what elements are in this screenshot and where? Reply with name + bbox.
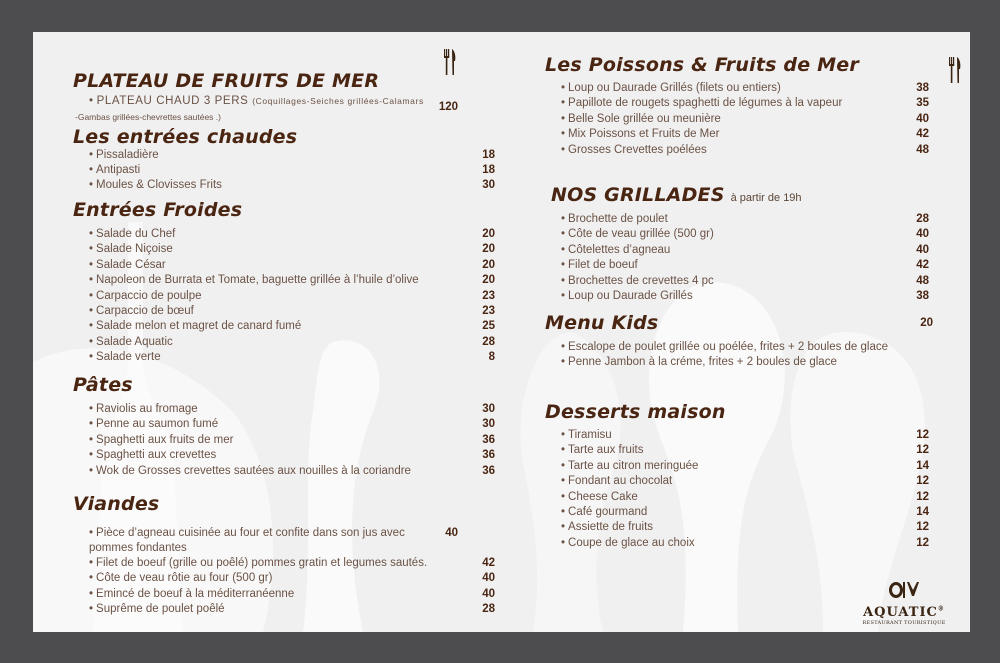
bullet: • <box>561 429 566 441</box>
bullet: • <box>561 228 566 241</box>
menu-item-price: 40 <box>445 527 458 539</box>
menu-item-price: 12 <box>916 521 929 534</box>
menu-item <box>561 127 720 141</box>
menu-item-price: 120 <box>438 101 458 113</box>
menu-item <box>561 258 638 272</box>
menu-item-price: 23 <box>482 289 495 302</box>
bullet: • <box>561 341 566 353</box>
menu-item-name: Salade melon et magret de canard fumé <box>96 320 302 333</box>
menu-item-price: 14 <box>916 459 929 472</box>
menu-item <box>89 178 222 192</box>
menu-item <box>561 355 837 369</box>
menu-item <box>89 556 427 570</box>
menu-item <box>89 464 411 478</box>
menu-item-name: Suprême de poulet poêlé <box>96 603 225 616</box>
menu-item-name: Brochettes de crevettes 4 pc <box>568 274 714 287</box>
menu-item-name: Tarte au citron meringuée <box>568 459 699 472</box>
menu-item <box>561 212 668 226</box>
menu-item-name: Brochette de poulet <box>568 213 668 225</box>
bullet: • <box>89 274 94 287</box>
menu-item-price: 8 <box>488 351 495 364</box>
menu-item-name: Penne au saumon fumé <box>96 418 219 431</box>
menu-item-name: Filet de boeuf <box>568 259 638 272</box>
menu-item-price: 25 <box>482 320 495 333</box>
menu-item <box>89 148 159 162</box>
menu-item <box>89 258 166 272</box>
menu-item-price: 38 <box>916 290 929 302</box>
bullet: • <box>561 243 566 256</box>
bullet: • <box>561 521 566 534</box>
menu-item <box>89 304 194 318</box>
menu-item: • PLATEAU CHAUD 3 PERS (Coquillages-Seiches grillées-Calamars <box>89 95 424 107</box>
fork-knife-icon <box>443 49 457 75</box>
menu-item <box>561 227 714 241</box>
menu-item <box>561 490 638 504</box>
bullet: • <box>89 228 94 240</box>
menu-item-price: 30 <box>482 403 495 415</box>
menu-item-price: 20 <box>482 243 495 256</box>
menu-item-price: 40 <box>482 572 495 585</box>
menu-item <box>561 112 721 126</box>
menu-item-price: 42 <box>482 557 495 569</box>
menu-item-name: Salade Aquatic <box>96 335 173 348</box>
menu-item-name: Escalope de poulet grillée ou poélée, frites + 2 boules de glace <box>568 341 889 353</box>
logo-name-text: AQUATIC <box>863 605 938 620</box>
menu-item-name: Fondant au chocolat <box>568 475 673 488</box>
bullet: • <box>561 490 566 503</box>
menu-item <box>561 536 695 550</box>
section-title-entrees-froides: Entrées Froides <box>73 199 243 221</box>
menu-item-price: 38 <box>916 82 929 94</box>
menu-item <box>561 289 693 303</box>
menu-item-name: Côte de veau rôtie au four (500 gr) <box>96 572 273 585</box>
menu-item-price: 40 <box>916 112 929 125</box>
menu-item <box>561 428 612 442</box>
restaurant-logo-icon <box>887 580 921 600</box>
menu-item <box>89 602 225 616</box>
menu-item-name: Café gourmand <box>568 506 648 518</box>
menu-item-price: 48 <box>916 143 929 156</box>
bullet: • <box>561 213 566 225</box>
bullet: • <box>89 351 94 364</box>
menu-item <box>89 242 173 256</box>
bullet: • <box>561 259 566 272</box>
grillades-title-text: NOS GRILLADES <box>551 184 725 206</box>
bullet: • <box>89 320 94 333</box>
menu-item <box>561 520 653 534</box>
bullet: • <box>89 433 94 446</box>
section-title-pates: Pâtes <box>73 374 133 396</box>
menu-item-name: Antipasti <box>96 164 141 177</box>
menu-item-price: 40 <box>916 228 929 241</box>
menu-item-price: 20 <box>482 274 495 287</box>
menu-item <box>89 335 173 349</box>
menu-item-name: Salade Niçoise <box>96 243 173 256</box>
bullet: • <box>89 258 94 271</box>
menu-item-name: Emincé de boeuf à la méditerranéenne <box>96 587 295 600</box>
menu-item <box>561 505 647 519</box>
menu-item-price: 12 <box>916 490 929 503</box>
menu-item: • Pièce d’agneau cuisinée au four et confite dans son jus avec <box>89 527 405 539</box>
bullet: • <box>89 289 94 302</box>
menu-item-price: 28 <box>916 213 929 225</box>
menu-item <box>89 417 218 431</box>
menu-item-price: 42 <box>916 259 929 272</box>
logo-tagline: RESTAURANT TOURISTIQUE <box>862 620 946 626</box>
menu-item-name: Loup ou Daurade Grillés (filets ou entiers) <box>568 82 781 94</box>
menu-item <box>561 459 698 473</box>
menu-item-price: 14 <box>916 506 929 518</box>
menu-item-name: Côtelettes d’agneau <box>568 243 671 256</box>
bullet: • <box>561 506 566 518</box>
menu-item-name: Belle Sole grillée ou meunière <box>568 112 721 125</box>
menu-item <box>561 243 670 257</box>
bullet: • <box>89 243 94 256</box>
menu-item-name: Penne Jambon à la créme, frites + 2 boules de glace <box>568 356 837 369</box>
menu-item-price: 20 <box>482 258 495 271</box>
section-title-desserts: Desserts maison <box>545 401 726 423</box>
menu-item-price: 18 <box>482 164 495 177</box>
menu-item-price: 12 <box>916 536 929 549</box>
menu-item-name: Mix Poissons et Fruits de Mer <box>568 128 720 141</box>
restaurant-logo <box>859 580 949 626</box>
menu-item-name: Grosses Crevettes poélées <box>568 143 707 156</box>
menu-item-price: 40 <box>916 243 929 256</box>
menu-item <box>89 587 294 601</box>
menu-sheet <box>33 32 970 632</box>
menu-item-price: 12 <box>916 475 929 488</box>
bullet: • <box>89 418 94 431</box>
menu-item <box>89 571 272 585</box>
menu-item-price: 36 <box>482 433 495 446</box>
menu-item-name: Côte de veau grillée (500 gr) <box>568 228 714 241</box>
menu-item <box>89 163 140 177</box>
bullet: • <box>89 603 94 616</box>
menu-item-price: 48 <box>916 274 929 287</box>
bullet: • <box>561 97 566 110</box>
menu-item <box>561 274 714 288</box>
bullet: • <box>561 143 566 156</box>
menu-item-name: Raviolis au fromage <box>96 403 198 415</box>
menu-item <box>561 340 888 354</box>
menu-item-price: 35 <box>916 97 929 110</box>
bullet: • <box>89 572 94 585</box>
menu-item <box>89 273 419 287</box>
bullet: • <box>89 164 94 177</box>
menu-item-price: 36 <box>482 464 495 477</box>
logo-registered-mark: ® <box>937 605 945 613</box>
menu-kids-price: 20 <box>920 317 933 329</box>
menu-item-name: Carpaccio de poulpe <box>96 289 202 302</box>
section-title-grillades <box>551 184 802 206</box>
menu-item-price: 23 <box>482 305 495 317</box>
menu-item <box>89 433 233 447</box>
menu-item-name: Carpaccio de bœuf <box>96 305 194 317</box>
menu-item <box>561 474 672 488</box>
menu-item-name: Filet de boeuf (grille ou poêlé) pommes gratin et legumes sautés. <box>96 557 428 569</box>
bullet: • <box>561 290 566 302</box>
bullet: • <box>561 274 566 287</box>
menu-item <box>89 289 202 303</box>
menu-item-name: Napoleon de Burrata et Tomate, baguette grillée à l’huile d’olive <box>96 274 419 287</box>
section-title-plateau: PLATEAU DE FRUITS DE MER <box>73 70 380 92</box>
menu-item <box>89 402 198 416</box>
menu-item-price: 12 <box>916 429 929 441</box>
menu-item-name: Spaghetti aux fruits de mer <box>96 433 234 446</box>
bullet: • <box>561 82 566 94</box>
menu-item-price: 30 <box>482 418 495 431</box>
menu-item <box>89 448 216 462</box>
menu-item <box>561 96 842 110</box>
menu-item-price: 28 <box>482 335 495 348</box>
menu-item-name: Salade du Chef <box>96 228 176 240</box>
section-title-entrees-chaudes: Les entrées chaudes <box>73 126 298 148</box>
menu-item-name: Assiette de fruits <box>568 521 654 534</box>
menu-item-name: Cheese Cake <box>568 490 638 503</box>
menu-item-price: 36 <box>482 449 495 462</box>
menu-item-price: 12 <box>916 444 929 457</box>
menu-item-continuation: pommes fondantes <box>89 542 187 554</box>
logo-name <box>859 605 949 620</box>
menu-item-name: Wok de Grosses crevettes sautées aux nouilles à la coriandre <box>96 464 411 477</box>
bullet: • <box>561 356 566 369</box>
menu-item <box>89 350 161 364</box>
bullet: • <box>561 536 566 549</box>
section-title-poissons: Les Poissons & Fruits de Mer <box>545 54 859 76</box>
bullet: • <box>89 587 94 600</box>
menu-item-price: 40 <box>482 587 495 600</box>
menu-item-detail: -Gambas grillées-chevrettes sautées .) <box>75 112 221 122</box>
bullet: • <box>561 128 566 141</box>
menu-item-name: Pissaladière <box>96 149 159 161</box>
bullet: • <box>89 557 94 569</box>
bullet: • <box>561 112 566 125</box>
menu-item-price: 28 <box>482 603 495 616</box>
menu-item-name: Tiramisu <box>568 429 612 441</box>
menu-item-name: Coupe de glace au choix <box>568 536 695 549</box>
bullet: • <box>561 444 566 457</box>
bullet: • <box>89 464 94 477</box>
menu-item <box>89 227 175 241</box>
menu-item-name: Tarte aux fruits <box>568 444 644 457</box>
bullet: • <box>89 403 94 415</box>
bullet: • <box>89 149 94 161</box>
menu-item <box>89 319 301 333</box>
grillades-note: à partir de 19h <box>730 192 802 204</box>
menu-item-name: Salade verte <box>96 351 161 364</box>
menu-item <box>561 443 643 457</box>
menu-item-name: Loup ou Daurade Grillés <box>568 290 693 302</box>
bullet: • <box>89 179 94 192</box>
fork-knife-icon <box>948 57 962 83</box>
bullet: • <box>561 459 566 472</box>
section-title-menu-kids: Menu Kids <box>545 312 659 334</box>
menu-item-price: 18 <box>482 149 495 161</box>
menu-item-price: 42 <box>916 128 929 141</box>
menu-item-price: 20 <box>482 228 495 240</box>
menu-item-name: Salade César <box>96 258 166 271</box>
menu-item <box>561 81 781 95</box>
menu-item-name: Moules & Clovisses Frits <box>96 179 222 192</box>
menu-item-price: 30 <box>482 179 495 192</box>
bullet: • <box>89 449 94 462</box>
bullet: • <box>89 335 94 348</box>
bullet: • <box>89 305 94 317</box>
bullet: • <box>561 475 566 488</box>
section-title-viandes: Viandes <box>73 493 160 515</box>
menu-item <box>561 143 707 157</box>
menu-item-name: Spaghetti aux crevettes <box>96 449 217 462</box>
menu-item-name: Papillote de rougets spaghetti de légumes à la vapeur <box>568 97 843 110</box>
